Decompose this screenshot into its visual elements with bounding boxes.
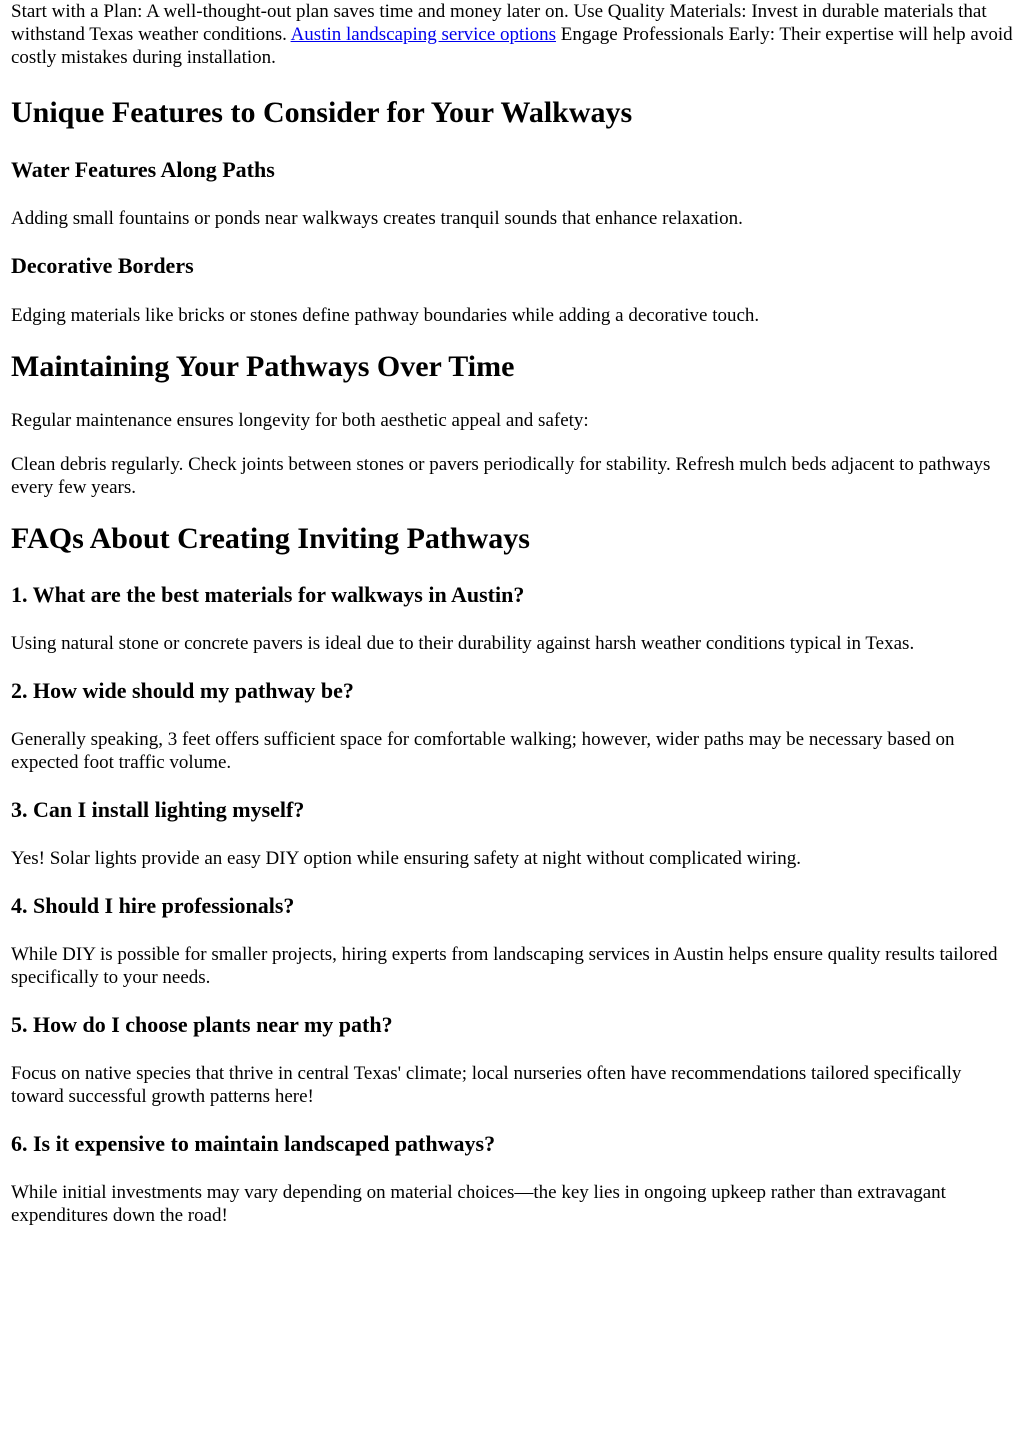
intro-text-before-link: Start with a Plan: A well-thought-out plan saves time and money later on. Use Quality Materials: Invest in durable materials that withstand Texas weather conditions.	[11, 1, 987, 45]
faq-answer: Using natural stone or concrete pavers is ideal due to their durability against harsh weather conditions typical in Texas.	[11, 633, 915, 654]
decorative-borders-subheading: Decorative Borders	[11, 253, 194, 278]
intro-paragraph	[11, 0, 1014, 69]
faq-question: 4. Should I hire professionals?	[11, 893, 295, 918]
maintaining-tips: Clean debris regularly. Check joints between stones or pavers periodically for stability. Refresh mulch beds adjacent to pathways every few years.	[11, 454, 991, 498]
faq-question: 3. Can I install lighting myself?	[11, 797, 305, 822]
faq-answer: Generally speaking, 3 feet offers sufficient space for comfortable walking; however, wider paths may be necessary based on expected foot traffic volume.	[11, 729, 955, 773]
unique-features-heading: Unique Features to Consider for Your Walkways	[11, 96, 633, 129]
faq-question: 5. How do I choose plants near my path?	[11, 1012, 393, 1037]
faq-question: 2. How wide should my pathway be?	[11, 678, 354, 703]
intro-text-after-link: Engage Professionals Early: Their expertise will help avoid costly mistakes during installation.	[11, 24, 1013, 68]
water-features-subheading: Water Features Along Paths	[11, 157, 275, 182]
maintaining-heading: Maintaining Your Pathways Over Time	[11, 350, 515, 383]
faq-answer: Focus on native species that thrive in central Texas' climate; local nurseries often have recommendations tailored specifically toward successful growth patterns here!	[11, 1063, 962, 1107]
maintaining-intro: Regular maintenance ensures longevity for both aesthetic appeal and safety:	[11, 410, 589, 431]
water-features-text: Adding small fountains or ponds near walkways creates tranquil sounds that enhance relaxation.	[11, 208, 743, 229]
faq-question: 6. Is it expensive to maintain landscaped pathways?	[11, 1131, 496, 1156]
faq-answer: Yes! Solar lights provide an easy DIY option while ensuring safety at night without complicated wiring.	[11, 848, 801, 869]
austin-landscaping-link[interactable]: Austin landscaping service options	[290, 24, 557, 45]
faqs-heading: FAQs About Creating Inviting Pathways	[11, 522, 530, 555]
faq-answer: While DIY is possible for smaller projects, hiring experts from landscaping services in Austin helps ensure quality results tailored specifically to your needs.	[11, 944, 998, 988]
faq-question: 1. What are the best materials for walkways in Austin?	[11, 582, 525, 607]
decorative-borders-text: Edging materials like bricks or stones define pathway boundaries while adding a decorative touch.	[11, 305, 760, 326]
faq-answer: While initial investments may vary depending on material choices—the key lies in ongoing upkeep rather than extravagant expenditures down the road!	[11, 1182, 946, 1226]
